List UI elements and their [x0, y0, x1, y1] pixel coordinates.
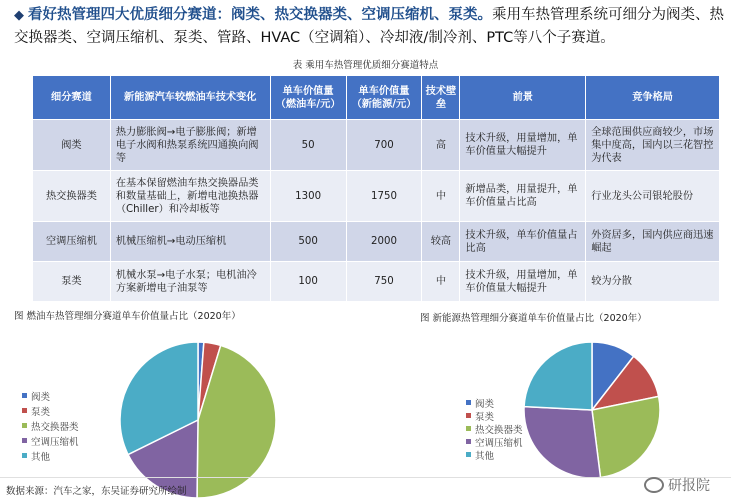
table-row	[33, 120, 720, 171]
legend-item	[466, 435, 523, 448]
cell-change: 机械水泵→电子水泵；电机油冷方案新增电子油泵等	[110, 262, 270, 302]
header-cell: 单车价值量（燃油车/元）	[270, 76, 346, 120]
footer-divider	[0, 477, 731, 478]
right-legend	[466, 396, 523, 461]
fuel-pie-chart	[118, 340, 278, 500]
legend-swatch	[22, 423, 27, 428]
cell-competition: 较为分散	[586, 262, 720, 302]
cell-name: 泵类	[33, 262, 111, 302]
legend-label: 热交换器类	[475, 424, 523, 436]
header-cell: 技术壁垒	[422, 76, 460, 120]
comparison-table	[32, 75, 720, 302]
cell-barrier: 中	[422, 262, 460, 302]
legend-swatch	[22, 408, 27, 413]
legend-item	[466, 448, 523, 461]
cell-outlook: 技术升级，单车价值量占比高	[460, 222, 586, 262]
cell-nev: 700	[346, 120, 422, 171]
cell-name: 空调压缩机	[33, 222, 111, 262]
cell-change: 在基本保留燃油车热交换器品类和数量基础上，新增电池换热器（Chiller）和冷却板等	[110, 171, 270, 222]
header-cell: 新能源汽车较燃油车技术变化	[110, 76, 270, 120]
cell-competition: 全球范围供应商较少，市场集中度高，国内以三花智控为代表	[586, 120, 720, 171]
legend-label: 空调压缩机	[31, 436, 79, 448]
legend-swatch	[466, 400, 471, 405]
table-caption: 表 乘用车热管理优质细分赛道特点	[292, 60, 439, 71]
cell-outlook: 技术升级，用量增加，单车价值量大幅提升	[460, 120, 586, 171]
cell-outlook: 新增品类，用量提升，单车价值量占比高	[460, 171, 586, 222]
nev-pie-chart	[522, 340, 662, 480]
legend-swatch	[466, 452, 471, 457]
source-note: 数据来源：汽车之家，东吴证券研究所绘制	[6, 486, 187, 497]
headline	[14, 4, 726, 49]
cell-nev: 1750	[346, 171, 422, 222]
legend-swatch	[22, 393, 27, 398]
cell-name: 阀类	[33, 120, 111, 171]
legend-label: 阀类	[475, 398, 495, 410]
pie-slice-4	[524, 342, 592, 410]
cell-outlook: 技术升级，用量增加，单车价值量大幅提升	[460, 262, 586, 302]
legend-item	[466, 396, 523, 409]
legend-swatch	[22, 453, 27, 458]
legend-swatch	[466, 426, 471, 431]
cell-barrier: 较高	[422, 222, 460, 262]
cell-name: 热交换器类	[33, 171, 111, 222]
watermark	[644, 475, 710, 495]
headline-rest: 乘用车热管理系统可细分为阀类、热交换器类、空调压缩机、泵类、管路、HVAC（空调箱）、冷却液/制冷剂、PTC等八个子赛道。	[14, 7, 724, 46]
cell-change: 热力膨胀阀→电子膨胀阀；新增电子水阀和热泵系统四通换向阀等	[110, 120, 270, 171]
cell-fuel: 500	[270, 222, 346, 262]
legend-swatch	[466, 439, 471, 444]
left-chart-title: 图 燃油车热管理细分赛道单车价值量占比（2020年）	[14, 311, 241, 322]
cell-nev: 2000	[346, 222, 422, 262]
pie-slice-3	[524, 407, 601, 478]
legend-item	[22, 448, 79, 463]
legend-item	[22, 403, 79, 418]
watermark-text: 研报院	[668, 478, 710, 494]
cell-competition: 行业龙头公司银轮股份	[586, 171, 720, 222]
table-row	[33, 171, 720, 222]
cell-change: 机械压缩机→电动压缩机	[110, 222, 270, 262]
cell-fuel: 1300	[270, 171, 346, 222]
header-cell: 竞争格局	[586, 76, 720, 120]
header-cell: 细分赛道	[33, 76, 111, 120]
weibo-icon	[644, 477, 664, 493]
table-row	[33, 222, 720, 262]
legend-swatch	[22, 438, 27, 443]
legend-label: 泵类	[475, 411, 495, 423]
legend-item	[22, 418, 79, 433]
cell-nev: 750	[346, 262, 422, 302]
legend-swatch	[466, 413, 471, 418]
right-chart-title: 图 新能源热管理细分赛道单车价值量占比（2020年）	[420, 313, 647, 324]
pie-slice-2	[592, 396, 660, 477]
legend-label: 热交换器类	[31, 421, 79, 433]
cell-fuel: 100	[270, 262, 346, 302]
legend-item	[22, 388, 79, 403]
legend-label: 其他	[475, 450, 495, 462]
legend-label: 阀类	[31, 391, 51, 403]
cell-fuel: 50	[270, 120, 346, 171]
cell-barrier: 高	[422, 120, 460, 171]
header-cell: 单车价值量（新能源/元）	[346, 76, 422, 120]
left-legend	[22, 388, 79, 463]
legend-item	[466, 422, 523, 435]
legend-label: 空调压缩机	[475, 437, 523, 449]
legend-item	[466, 409, 523, 422]
diamond-bullet-icon: ◆	[14, 8, 24, 23]
legend-label: 其他	[31, 451, 51, 463]
table-header-row	[33, 76, 720, 120]
legend-item	[22, 433, 79, 448]
cell-barrier: 中	[422, 171, 460, 222]
headline-bold: 看好热管理四大优质细分赛道：阀类、热交换器类、空调压缩机、泵类。	[28, 7, 492, 23]
header-cell: 前景	[460, 76, 586, 120]
table-row	[33, 262, 720, 302]
legend-label: 泵类	[31, 406, 51, 418]
cell-competition: 外资居多，国内供应商迅速崛起	[586, 222, 720, 262]
